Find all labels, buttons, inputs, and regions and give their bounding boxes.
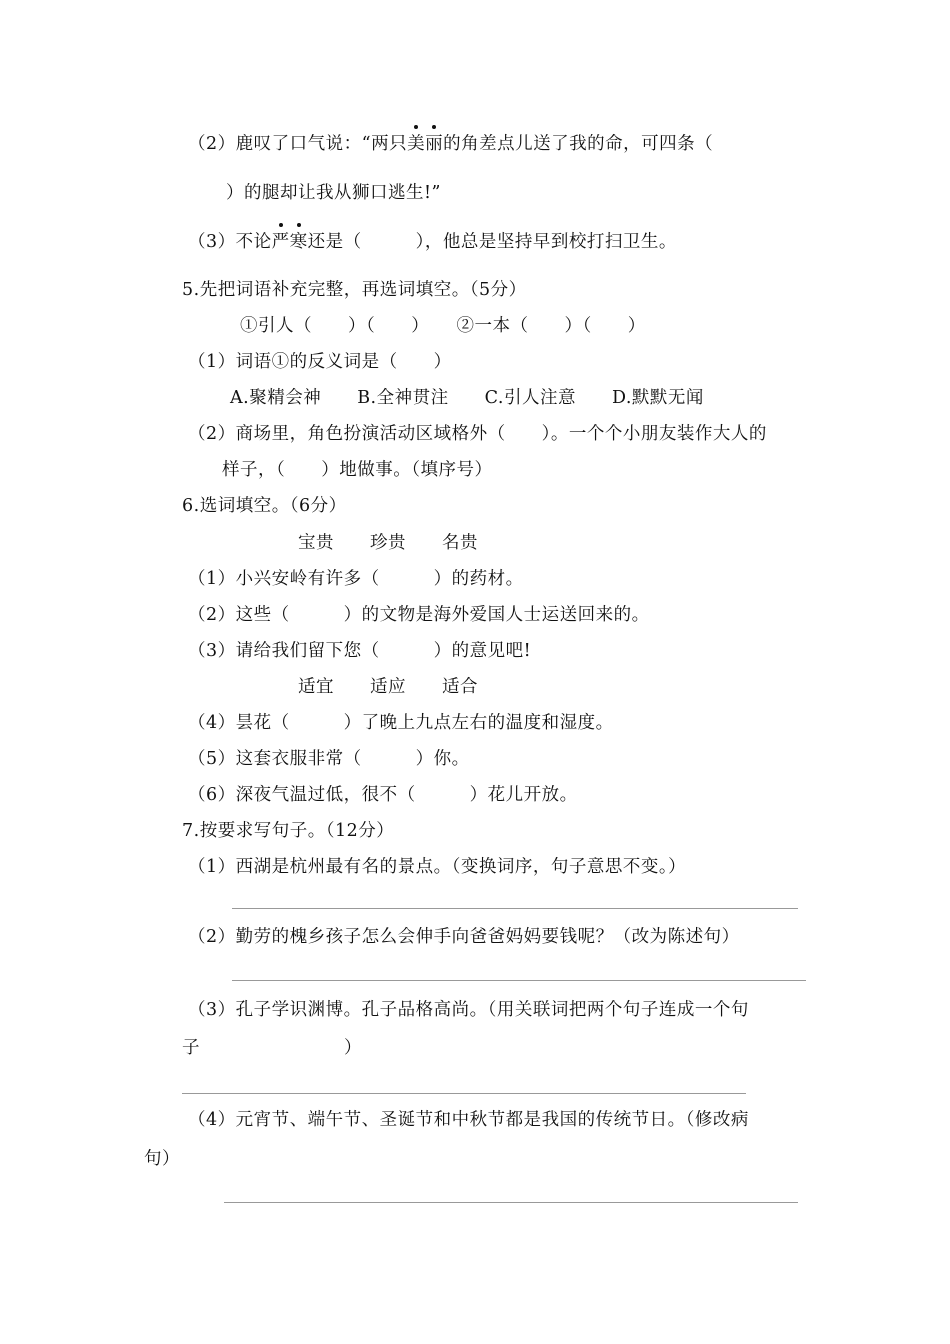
q5-sub2-line1: （2）商场里，角色扮演活动区域格外（ ）。一个个小朋友装作大人的 [188, 424, 767, 444]
q7-sentence-4-line2: 句） [144, 1149, 180, 1169]
q7-sentence-2: （2）勤劳的槐乡孩子怎么会伸手向爸爸妈妈要钱呢？（改为陈述句） [188, 927, 740, 947]
emphasis-dot-char: 丽 [425, 134, 444, 154]
emphasis-dot-char: 美 [407, 134, 426, 154]
emphasis-dot-char: 严 [271, 232, 290, 252]
q6-heading: 6.选词填空。（6分） [182, 496, 347, 516]
q6-sentence-2: （2）这些（ ）的文物是海外爱国人士运送回来的。 [188, 605, 650, 625]
q6-sentence-6: （6）深夜气温过低，很不（ ）花儿开放。 [188, 785, 578, 805]
answer-line[interactable] [232, 980, 806, 981]
q6-sentence-4: （4）昙花（ ）了晚上九点左右的温度和湿度。 [188, 713, 614, 733]
q6-word-bank-2: 适宜 适应 适合 [298, 677, 478, 697]
q7-sentence-3-line1: （3）孔子学识渊博。孔子品格高尚。（用关联词把两个句子连成一个句 [188, 1000, 749, 1020]
q4-item-2: （2）鹿叹了口气说：“两只美丽的角差点儿送了我的命，可四条（ [188, 134, 714, 154]
q6-sentence-5: （5）这套衣服非常（ ）你。 [188, 749, 470, 769]
answer-line[interactable] [232, 908, 798, 909]
q6-sentence-3: （3）请给我们留下您（ ）的意见吧! [188, 641, 532, 661]
q5-heading: 5.先把词语补充完整，再选词填空。（5分） [182, 280, 527, 300]
q7-sentence-1: （1）西湖是杭州最有名的景点。（变换词序，句子意思不变。） [188, 857, 687, 877]
q4-item-2-continuation: ）的腿却让我从狮口逃生!” [226, 183, 441, 203]
q6-word-bank-1: 宝贵 珍贵 名贵 [298, 533, 478, 553]
q5-words: ①引人（ ）（ ） ②一本（ ）（ ） [240, 316, 646, 336]
q4-item-3: （3）不论严寒还是（ ），他总是坚持早到校打扫卫生。 [188, 232, 677, 252]
q5-sub1: （1）词语①的反义词是（ ） [188, 352, 452, 372]
emphasis-dot-char: 寒 [289, 232, 308, 252]
answer-line[interactable] [182, 1093, 746, 1094]
q7-heading: 7.按要求写句子。（12分） [182, 821, 395, 841]
answer-line[interactable] [224, 1202, 798, 1203]
q7-sentence-4-line1: （4）元宵节、端午节、圣诞节和中秋节都是我国的传统节日。（修改病 [188, 1110, 749, 1130]
q5-options: A.聚精会神 B.全神贯注 C.引人注意 D.默默无闻 [230, 388, 704, 408]
q6-sentence-1: （1）小兴安岭有许多（ ）的药材。 [188, 569, 524, 589]
q5-sub2-line2: 样子，（ ）地做事。（填序号） [222, 460, 493, 480]
q7-sentence-3-line2: 子 ） [182, 1038, 362, 1058]
